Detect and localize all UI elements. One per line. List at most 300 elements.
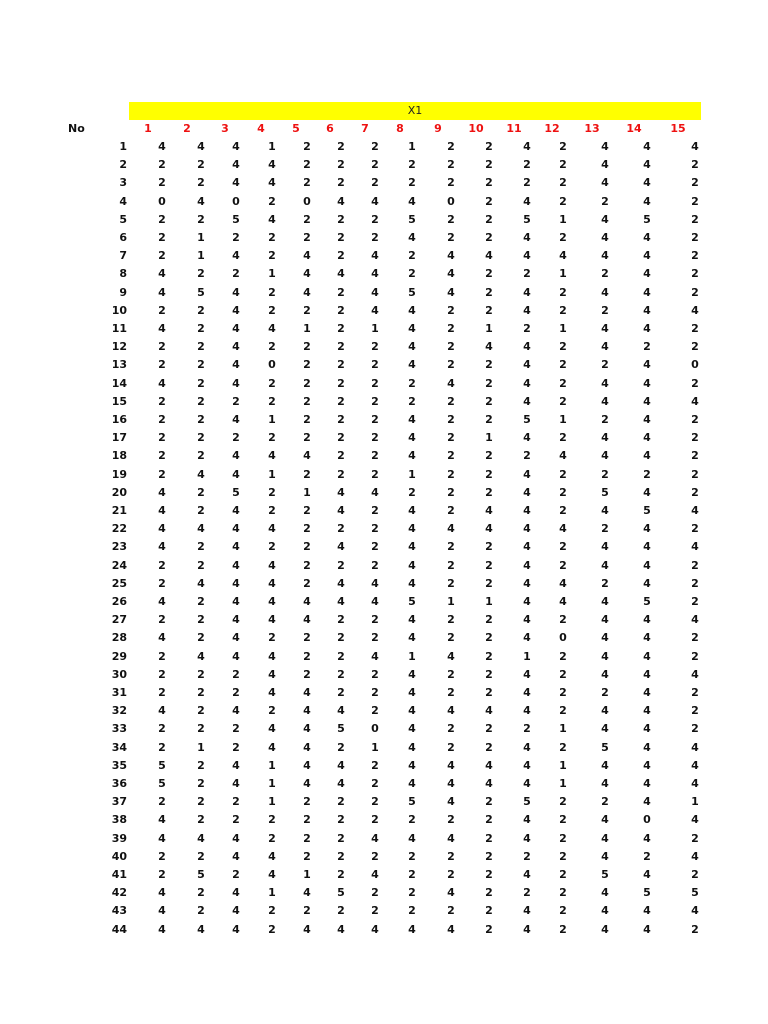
table-cell: 2 (447, 158, 455, 172)
table-cell: 4 (523, 704, 531, 718)
table-cell: 4 (197, 194, 205, 208)
table-cell: 2 (601, 576, 609, 590)
table-cell: 4 (232, 376, 240, 390)
table-cell: 0 (268, 358, 276, 372)
table-cell: 2 (197, 485, 205, 499)
table-cell: 2 (485, 194, 493, 208)
table-cell: 4 (303, 267, 311, 281)
table-cell: 2 (559, 140, 567, 153)
row-number: 16 (111, 413, 127, 426)
table-cell: 2 (303, 358, 311, 372)
table-cell: 2 (268, 813, 276, 827)
table-cell: 5 (601, 868, 609, 881)
table-cell: 2 (485, 868, 493, 881)
table-cell: 2 (485, 904, 493, 918)
table-cell: 2 (371, 777, 379, 790)
table-cell: 5 (691, 886, 699, 900)
table-cell: 2 (601, 522, 609, 536)
table-cell: 4 (371, 595, 379, 608)
table-cell: 4 (643, 667, 651, 681)
table-cell: 2 (232, 667, 240, 681)
table-cell: 2 (337, 431, 345, 445)
table-cell: 4 (447, 649, 455, 663)
table-cell: 4 (408, 667, 416, 681)
table-cell: 4 (158, 522, 166, 536)
table-cell: 2 (485, 558, 493, 572)
table-cell: 2 (371, 540, 379, 554)
table-cell: 2 (485, 449, 493, 463)
table-cell: 4 (232, 649, 240, 663)
table-cell: 4 (232, 777, 240, 790)
row-number: 41 (111, 868, 127, 881)
table-cell: 1 (268, 413, 276, 426)
table-cell: 4 (447, 285, 455, 299)
row-number: 26 (111, 595, 127, 608)
table-cell: 4 (691, 758, 699, 772)
table-cell: 4 (601, 704, 609, 718)
table-cell: 4 (523, 467, 531, 481)
table-cell: 5 (523, 413, 531, 426)
table-cell: 2 (447, 413, 455, 426)
table-cell: 4 (523, 340, 531, 354)
table-cell: 2 (197, 431, 205, 445)
table-cell: 2 (691, 431, 699, 445)
table-cell: 1 (447, 595, 455, 608)
table-cell: 2 (559, 303, 567, 317)
table-cell: 2 (303, 504, 311, 517)
table-cell: 4 (601, 212, 609, 226)
table-cell: 4 (643, 449, 651, 463)
table-cell: 2 (197, 886, 205, 900)
table-cell: 4 (303, 722, 311, 736)
table-cell: 4 (268, 849, 276, 863)
table-cell: 0 (232, 194, 240, 208)
table-cell: 4 (523, 249, 531, 263)
table-cell: 2 (158, 394, 166, 408)
table-cell: 4 (523, 303, 531, 317)
table-cell: 0 (691, 358, 699, 372)
table-cell: 4 (408, 613, 416, 627)
table-cell: 2 (559, 831, 567, 845)
table-cell: 4 (303, 704, 311, 718)
table-cell: 2 (408, 886, 416, 900)
table-cell: 2 (371, 231, 379, 244)
table-cell: 2 (371, 522, 379, 536)
table-cell: 2 (197, 722, 205, 736)
table-cell: 5 (197, 285, 205, 299)
table-cell: 2 (447, 212, 455, 226)
table-cell: 2 (232, 795, 240, 809)
table-cell: 2 (485, 267, 493, 281)
table-cell: 2 (447, 431, 455, 445)
table-cell: 2 (158, 303, 166, 317)
row-number: 22 (111, 522, 127, 536)
row-number: 38 (111, 813, 127, 827)
table-cell: 4 (268, 558, 276, 572)
table-cell: 2 (158, 467, 166, 481)
table-cell: 2 (559, 540, 567, 554)
row-number: 1 (119, 140, 127, 153)
table-cell: 5 (158, 758, 166, 772)
table-cell: 2 (197, 613, 205, 627)
table-cell: 2 (303, 540, 311, 554)
table-cell: 2 (303, 813, 311, 827)
table-cell: 4 (643, 140, 651, 153)
table-cell: 4 (232, 467, 240, 481)
table-cell: 4 (643, 394, 651, 408)
table-cell: 2 (371, 849, 379, 863)
table-cell: 2 (485, 376, 493, 390)
table-cell: 2 (447, 303, 455, 317)
row-number: 11 (111, 322, 127, 335)
table-cell: 4 (523, 777, 531, 790)
table-cell: 4 (408, 194, 416, 208)
column-header-4: 4 (257, 122, 265, 135)
row-number: 33 (111, 722, 127, 736)
table-cell: 2 (337, 303, 345, 317)
table-cell: 2 (691, 831, 699, 845)
table-cell: 2 (447, 340, 455, 354)
table-cell: 2 (197, 267, 205, 281)
table-cell: 2 (447, 631, 455, 645)
table-cell: 2 (691, 231, 699, 244)
table-cell: 2 (303, 340, 311, 354)
table-cell: 4 (643, 376, 651, 390)
table-cell: 2 (485, 613, 493, 627)
table-cell: 5 (232, 212, 240, 226)
table-cell: 4 (523, 922, 531, 936)
table-cell: 2 (303, 795, 311, 809)
table-cell: 2 (303, 849, 311, 863)
column-header-6: 6 (326, 122, 334, 135)
table-cell: 2 (303, 576, 311, 590)
row-number: 31 (111, 686, 127, 699)
table-cell: 2 (232, 686, 240, 699)
row-number: 34 (111, 740, 127, 754)
table-cell: 5 (408, 285, 416, 299)
table-cell: 2 (559, 158, 567, 172)
table-cell: 2 (559, 358, 567, 372)
table-cell: 4 (232, 522, 240, 536)
table-cell: 2 (601, 358, 609, 372)
table-cell: 0 (643, 813, 651, 827)
table-cell: 2 (197, 449, 205, 463)
table-cell: 2 (197, 813, 205, 827)
table-cell: 0 (158, 194, 166, 208)
table-cell: 4 (303, 777, 311, 790)
table-cell: 2 (485, 358, 493, 372)
table-cell: 4 (158, 485, 166, 499)
table-cell: 4 (232, 831, 240, 845)
table-cell: 4 (691, 303, 699, 317)
table-cell: 2 (158, 667, 166, 681)
table-cell: 4 (523, 686, 531, 699)
row-number: 21 (111, 504, 127, 517)
table-cell: 4 (268, 740, 276, 754)
table-cell: 2 (559, 285, 567, 299)
table-cell: 4 (601, 595, 609, 608)
table-cell: 2 (559, 649, 567, 663)
table-cell: 4 (523, 540, 531, 554)
table-cell: 4 (643, 413, 651, 426)
row-number: 28 (111, 631, 127, 645)
table-cell: 2 (158, 249, 166, 263)
table-cell: 4 (408, 831, 416, 845)
table-cell: 4 (371, 576, 379, 590)
table-cell: 4 (371, 267, 379, 281)
table-cell: 2 (337, 158, 345, 172)
table-cell: 4 (643, 740, 651, 754)
table-cell: 2 (158, 212, 166, 226)
table-cell: 4 (601, 813, 609, 827)
table-cell: 2 (408, 249, 416, 263)
table-cell: 1 (268, 267, 276, 281)
table-cell: 2 (303, 212, 311, 226)
table-cell: 2 (691, 413, 699, 426)
table-cell: 1 (485, 322, 493, 335)
row-number: 27 (111, 613, 127, 627)
row-number: 13 (111, 358, 127, 372)
table-cell: 4 (523, 431, 531, 445)
table-cell: 4 (523, 740, 531, 754)
table-cell: 2 (232, 431, 240, 445)
table-cell: 2 (371, 904, 379, 918)
table-cell: 4 (523, 394, 531, 408)
table-cell: 4 (643, 686, 651, 699)
table-cell: 2 (691, 595, 699, 608)
table-cell: 2 (485, 140, 493, 153)
table-cell: 0 (447, 194, 455, 208)
column-header-5: 5 (292, 122, 300, 135)
table-cell: 4 (268, 176, 276, 190)
table-cell: 2 (559, 231, 567, 244)
table-cell: 1 (408, 140, 416, 153)
table-cell: 2 (485, 831, 493, 845)
table-cell: 2 (485, 667, 493, 681)
table-cell: 2 (691, 704, 699, 718)
table-cell: 2 (337, 795, 345, 809)
table-cell: 2 (268, 504, 276, 517)
table-cell: 2 (197, 795, 205, 809)
table-cell: 4 (643, 576, 651, 590)
table-cell: 2 (337, 868, 345, 881)
table-cell: 4 (337, 777, 345, 790)
table-cell: 4 (268, 722, 276, 736)
table-cell: 2 (337, 686, 345, 699)
table-cell: 2 (158, 431, 166, 445)
table-cell: 4 (643, 176, 651, 190)
table-cell: 4 (447, 795, 455, 809)
table-cell: 2 (559, 394, 567, 408)
table-cell: 2 (337, 212, 345, 226)
table-cell: 2 (371, 376, 379, 390)
column-header-15: 15 (670, 122, 686, 135)
table-cell: 2 (232, 394, 240, 408)
table-cell: 4 (197, 467, 205, 481)
table-cell: 4 (643, 758, 651, 772)
table-cell: 4 (337, 758, 345, 772)
table-cell: 4 (485, 704, 493, 718)
table-cell: 2 (559, 467, 567, 481)
row-number: 20 (111, 485, 127, 499)
table-cell: 2 (447, 722, 455, 736)
table-cell: 4 (643, 722, 651, 736)
table-cell: 2 (197, 176, 205, 190)
table-cell: 2 (447, 904, 455, 918)
table-cell: 4 (643, 358, 651, 372)
table-cell: 4 (447, 249, 455, 263)
table-cell: 2 (447, 358, 455, 372)
table-cell: 1 (559, 722, 567, 736)
table-cell: 4 (337, 576, 345, 590)
table-cell: 2 (691, 922, 699, 936)
table-cell: 2 (691, 485, 699, 499)
table-cell: 2 (559, 558, 567, 572)
table-cell: 4 (371, 868, 379, 881)
table-cell: 4 (232, 595, 240, 608)
row-number: 24 (111, 558, 127, 572)
table-cell: 4 (158, 922, 166, 936)
table-cell: 2 (158, 231, 166, 244)
table-cell: 1 (268, 777, 276, 790)
table-cell: 2 (303, 522, 311, 536)
table-cell: 2 (337, 813, 345, 827)
table-cell: 2 (337, 176, 345, 190)
table-cell: 2 (691, 212, 699, 226)
table-cell: 2 (485, 922, 493, 936)
table-cell: 2 (485, 576, 493, 590)
table-cell: 2 (371, 631, 379, 645)
table-cell: 2 (268, 231, 276, 244)
table-cell: 4 (691, 777, 699, 790)
table-cell: 5 (601, 485, 609, 499)
table-cell: 4 (485, 504, 493, 517)
table-cell: 2 (371, 813, 379, 827)
table-cell: 4 (601, 904, 609, 918)
table-cell: 4 (232, 576, 240, 590)
table-cell: 4 (268, 322, 276, 335)
table-cell: 4 (408, 777, 416, 790)
table-cell: 4 (523, 558, 531, 572)
table-cell: 2 (447, 394, 455, 408)
table-cell: 4 (408, 540, 416, 554)
table-cell: 2 (559, 704, 567, 718)
table-cell: 4 (303, 249, 311, 263)
table-cell: 4 (643, 649, 651, 663)
table-cell: 4 (197, 831, 205, 845)
table-cell: 2 (337, 376, 345, 390)
table-cell: 4 (643, 522, 651, 536)
table-cell: 2 (268, 394, 276, 408)
table-cell: 5 (643, 504, 651, 517)
table-cell: 2 (523, 886, 531, 900)
row-number: 37 (111, 795, 127, 809)
table-cell: 1 (268, 140, 276, 153)
table-cell: 2 (371, 795, 379, 809)
table-cell: 2 (691, 576, 699, 590)
table-cell: 4 (408, 358, 416, 372)
table-cell: 4 (523, 376, 531, 390)
table-cell: 4 (268, 667, 276, 681)
table-cell: 4 (601, 431, 609, 445)
column-header-13: 13 (584, 122, 600, 135)
row-number: 5 (119, 212, 127, 226)
row-number: 6 (119, 231, 127, 244)
table-cell: 4 (337, 540, 345, 554)
table-cell: 2 (158, 740, 166, 754)
table-cell: 4 (447, 522, 455, 536)
row-number: 30 (111, 667, 127, 681)
column-header-1: 1 (144, 122, 152, 135)
table-cell: 4 (371, 285, 379, 299)
table-cell: 2 (371, 340, 379, 354)
row-number: 17 (111, 431, 127, 445)
table-cell: 2 (197, 686, 205, 699)
table-cell: 2 (303, 904, 311, 918)
table-cell: 2 (447, 686, 455, 699)
table-cell: 2 (303, 303, 311, 317)
table-cell: 1 (268, 886, 276, 900)
table-cell: 4 (232, 849, 240, 863)
table-cell: 4 (523, 595, 531, 608)
table-cell: 4 (523, 285, 531, 299)
table-cell: 4 (158, 540, 166, 554)
table-cell: 4 (523, 631, 531, 645)
table-cell: 2 (337, 249, 345, 263)
table-cell: 5 (523, 795, 531, 809)
table-cell: 4 (408, 340, 416, 354)
row-number: 19 (111, 467, 127, 481)
table-cell: 1 (303, 868, 311, 881)
table-cell: 2 (197, 376, 205, 390)
table-cell: 4 (408, 758, 416, 772)
table-cell: 5 (337, 886, 345, 900)
table-cell: 4 (268, 595, 276, 608)
table-cell: 2 (601, 267, 609, 281)
table-cell: 5 (643, 886, 651, 900)
table-cell: 2 (337, 467, 345, 481)
table-cell: 4 (232, 540, 240, 554)
table-cell: 2 (408, 176, 416, 190)
table-cell: 4 (303, 285, 311, 299)
table-cell: 4 (601, 722, 609, 736)
row-number: 43 (111, 904, 127, 918)
table-cell: 2 (523, 267, 531, 281)
row-number: 18 (111, 449, 127, 463)
table-cell: 2 (691, 686, 699, 699)
table-cell: 2 (523, 158, 531, 172)
table-cell: 4 (232, 504, 240, 517)
table-cell: 2 (523, 449, 531, 463)
table-cell: 5 (232, 485, 240, 499)
table-cell: 1 (268, 758, 276, 772)
table-cell: 2 (371, 704, 379, 718)
table-cell: 4 (303, 686, 311, 699)
table-cell: 4 (408, 322, 416, 335)
table-cell: 4 (408, 922, 416, 936)
table-cell: 4 (303, 613, 311, 627)
table-cell: 4 (158, 704, 166, 718)
table-cell: 2 (559, 431, 567, 445)
table-cell: 2 (197, 758, 205, 772)
table-cell: 2 (268, 540, 276, 554)
table-cell: 2 (691, 322, 699, 335)
table-cell: 2 (158, 413, 166, 426)
table-cell: 5 (643, 212, 651, 226)
table-cell: 2 (232, 722, 240, 736)
table-cell: 4 (232, 249, 240, 263)
table-cell: 4 (408, 686, 416, 699)
